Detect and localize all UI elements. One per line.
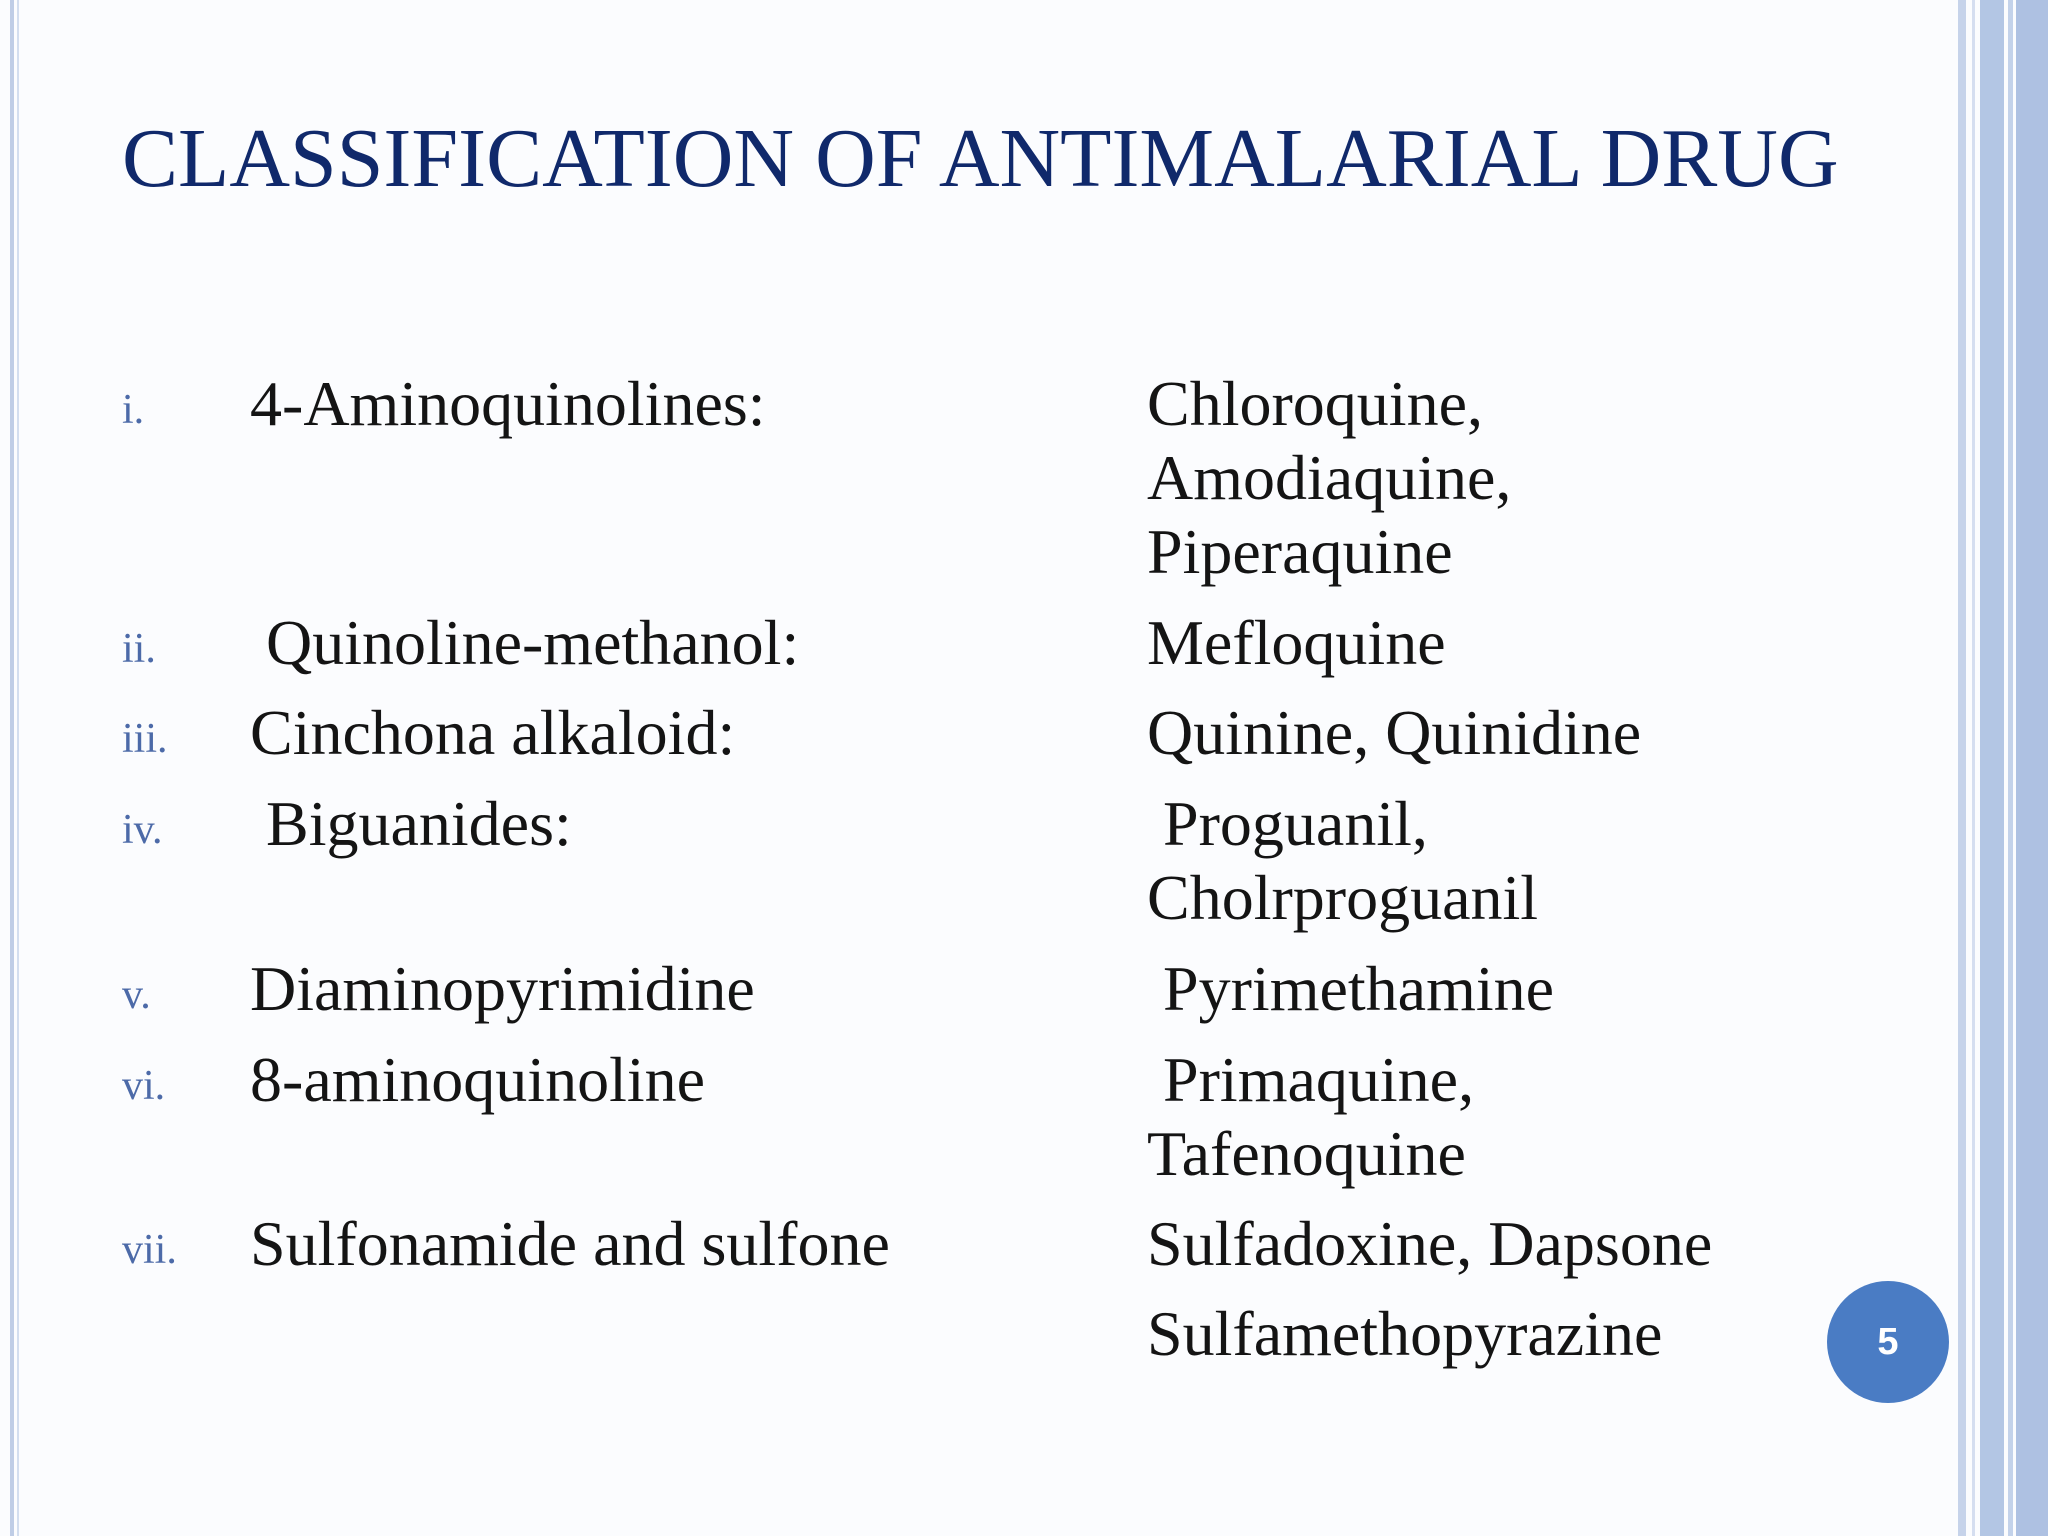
slide-title: CLASSIFICATION OF ANTIMALARIAL DRUG: [122, 112, 1839, 205]
extra-drug-line: Sulfamethopyrazine: [1147, 1298, 1663, 1369]
item-category: Quinoline-methanol:: [250, 607, 800, 678]
item-drugs: Pyrimethamine: [1147, 953, 1555, 1024]
item-numeral: v.: [122, 972, 151, 1018]
item-numeral: vii.: [122, 1227, 177, 1273]
item-drugs: Sulfadoxine, Dapsone: [1147, 1208, 1713, 1279]
item-category: Sulfonamide and sulfone: [250, 1208, 890, 1279]
item-drugs: Quinine, Quinidine: [1147, 697, 1642, 768]
item-numeral: iii.: [122, 716, 168, 762]
item-drugs: Primaquine, Tafenoquine: [1147, 1044, 1475, 1189]
item-numeral: ii.: [122, 626, 156, 672]
item-numeral: i.: [122, 387, 145, 433]
item-drugs: Chloroquine, Amodiaquine, Piperaquine: [1147, 368, 1512, 587]
item-numeral: iv.: [122, 807, 163, 853]
item-category: Diaminopyrimidine: [250, 953, 755, 1024]
item-category: 8-aminoquinoline: [250, 1044, 706, 1115]
item-category: Cinchona alkaloid:: [250, 697, 736, 768]
item-drugs: Proguanil, Cholrproguanil: [1147, 788, 1539, 933]
page-number-badge: 5: [1827, 1281, 1949, 1403]
item-category: Biguanides:: [250, 788, 572, 859]
item-numeral: vi.: [122, 1063, 166, 1109]
item-drugs: Mefloquine: [1147, 607, 1446, 678]
item-category: 4-Aminoquinolines:: [250, 368, 766, 439]
